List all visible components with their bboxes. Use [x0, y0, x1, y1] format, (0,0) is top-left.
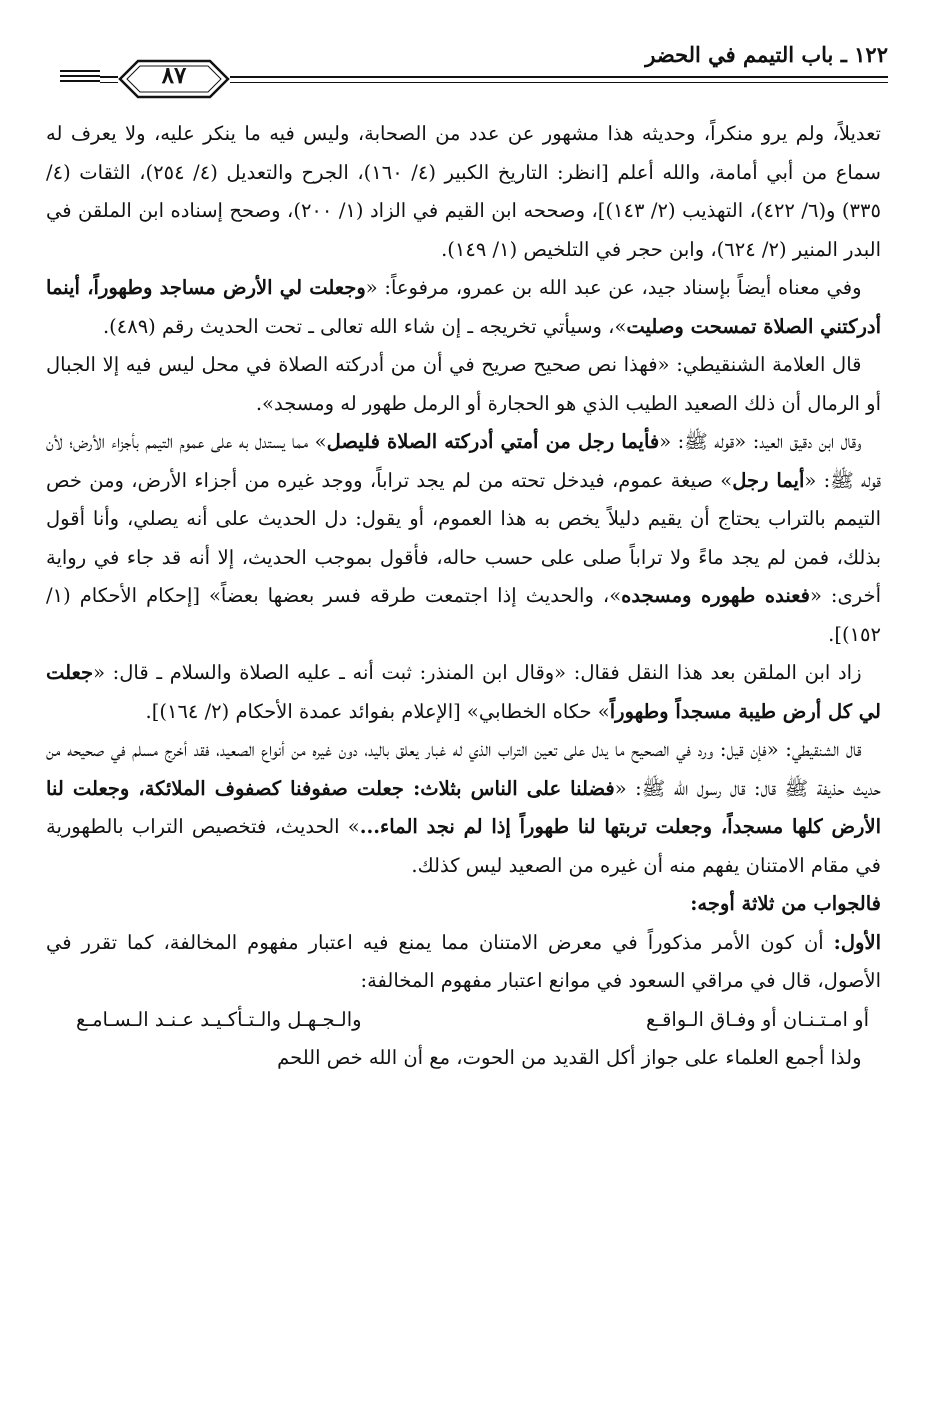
paragraph-text: زاد ابن الملقن بعد هذا النقل فقال: «وقال ابن المنذر: ثبت أنه ـ عليه الصلاة والسلام ـ قال: «	[93, 661, 862, 684]
paragraph-text: ولذا أجمع العلماء على جواز أكل القديد من الحوت، مع أن الله خص اللحم	[277, 1045, 862, 1069]
hadith-quote: وجعلت لي الأرض مساجد وطهوراً، أينما أدركتني الصلاة تمسحت وصليت	[46, 276, 881, 338]
main-text	[46, 115, 881, 1077]
point-label: الأول:	[833, 930, 881, 954]
hadith-quote: فأيما رجل من أمتي أدركته الصلاة فليصل	[326, 430, 660, 453]
paragraph-text: » الحديث، فتخصيص التراب بالطهورية في مقام الامتنان يفهم منه أن غيره من الصعيد ليس كذلك.	[46, 815, 881, 877]
paragraph-text: »، والحديث إذا اجتمعت طرقه فسر بعضها بعضاً» [إحكام الأحكام (١/ ١٥٢)].	[46, 584, 881, 646]
hadith-quote: جعلت لي كل أرض طيبة مسجداً وطهوراً	[46, 661, 881, 723]
paragraph-1	[46, 115, 881, 269]
section-heading: فالجواب من ثلاثة أوجه:	[690, 892, 881, 915]
paragraph-text: » صيغة عموم، فيدخل تحته من لم يجد تراباً، ووجد غيره من أجزاء الأرض، ومن خص التيمم بالتراب يحتاج أن يقيم دليلاً يخص به هذا العموم، أو يقول: دل الحديث على أنه يصلي، وأنا أقول بذلك، فمن لم يجد ماءً ولا تراباً صلى على حسب حاله، فأقول بموجب الحديث، إلا أنه قد جاء في رواية أخرى: «	[46, 468, 881, 607]
paragraph-7	[46, 885, 881, 924]
paragraph-5	[46, 654, 881, 731]
paragraph-text: تعديلاً، ولم يرو منكراً، وحديثه هذا مشهور عن عدد من الصحابة، وليس فيه ما ينكر عليه، ولا يعرف له سماع من أبي أمامة، والله أعلم [انظر: التاريخ الكبير (٤/ ١٦٠)، الجرح والتعديل (٤/ ٢٥٤)، الثقات (٤/ ٣٣٥) و(٦/ ٤٢٢)، التهذيب (٢/ ١٤٣)]، وصححه ابن القيم في الزاد (١/ ٢٠٠)، وصحح إسناده ابن الملقن في البدر المنير (٢/ ٦٢٤)، وابن حجر في التلخيص (١/ ١٤٩).	[46, 122, 881, 261]
hadith-quote: فعنده طهوره ومسجده	[621, 584, 810, 607]
page-number-badge	[118, 59, 230, 99]
paragraph-text: أن كون الأمر مذكوراً في معرض الامتنان مما يمنع فيه اعتبار مفهوم المخالفة، كما تقرر في الأصول، قال في مراقي السعود في موانع اعتبار مفهوم المخالفة:	[46, 930, 881, 992]
verse-second-hemistich: والـجـهـل والـتـأكـيـد عـنـد الـسـامـع	[76, 1007, 362, 1031]
running-title: ١٢٢ ـ باب التيمم في الحضر	[645, 42, 888, 67]
paragraph-text: قال الشنقيطي: «فإن قيل: ورد في الصحيح ما يدل على تعين التراب الذي له غبار يعلق باليد، دون غيره من أنواع الصعيد، فقد أخرج مسلم في صحيحه من حديث حذيفة ﷺ قال: قال رسول الله ﷺ: «	[46, 738, 881, 800]
paragraph-text: وقال ابن دقيق العيد: «قوله ﷺ: «	[659, 430, 862, 453]
page-header	[60, 38, 888, 108]
ornament-lines	[60, 67, 100, 85]
paragraph-8	[46, 924, 881, 1001]
paragraph-2	[46, 269, 881, 346]
hadith-quote: أيما رجل	[732, 468, 805, 492]
paragraph-3	[46, 346, 881, 423]
paragraph-6	[46, 731, 881, 885]
paragraph-text: »، وسيأتي تخريجه ـ إن شاء الله تعالى ـ تحت الحديث رقم (٤٨٩).	[102, 314, 627, 338]
paragraph-text: » حكاه الخطابي» [الإعلام بفوائد عمدة الأحكام (٢/ ١٦٤)].	[145, 699, 610, 723]
paragraph-text: وفي معناه أيضاً بإسناد جيد، عن عبد الله بن عمرو، مرفوعاً: «	[365, 276, 862, 299]
paragraph-4	[46, 423, 881, 654]
paragraph-9	[46, 1039, 881, 1078]
verse-first-hemistich: أو امـتـنـان أو وفـاق الـواقـع	[646, 1007, 869, 1031]
paragraph-text: قال العلامة الشنقيطي: «فهذا نص صحيح صريح في أن من أدركته الصلاة في محل ليس فيه إلا الجبال أو الرمال أن ذلك الصعيد الطيب الذي هو الحجارة أو الرمل طهور له ومسجد».	[46, 353, 881, 415]
page-number: ٨٧	[161, 62, 187, 89]
hadith-quote: فضلنا على الناس بثلاث: جعلت صفوفنا كصفوف الملائكة، وجعلت لنا الأرض كلها مسجداً، وجعلت تربتها لنا طهوراً إذا لم نجد الماء...	[46, 776, 881, 838]
verse	[46, 1001, 881, 1039]
paragraph-text: » مما يستدل به على عموم التيمم بأجزاء الأرض؛ لأن قوله ﷺ: «	[46, 430, 882, 492]
